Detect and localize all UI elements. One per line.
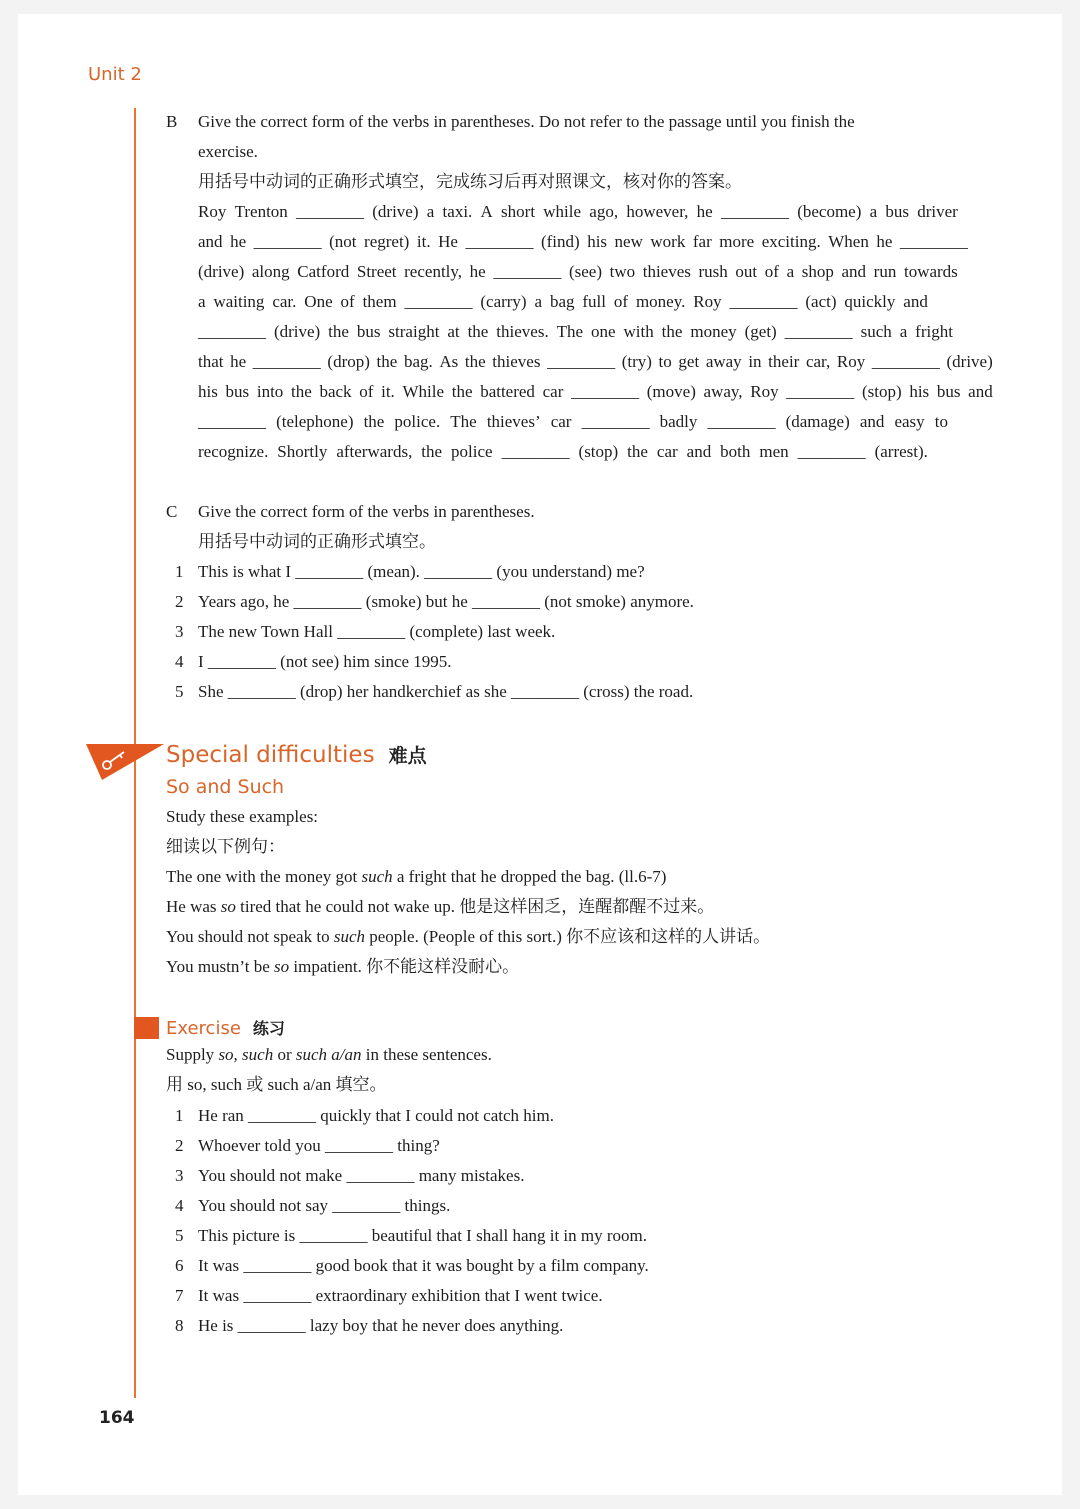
exercise-b-instruction-en-cont: exercise. (198, 142, 258, 161)
example-keyword: so (220, 897, 236, 916)
passage-word: (drop) (327, 352, 370, 371)
passage-word: (get) (744, 322, 777, 341)
passage-word: ________ (404, 292, 473, 311)
passage-word: the (376, 352, 398, 371)
exercise-item: You should not make ________ many mistakes. (198, 1166, 525, 1185)
section-title-en: Special difficulties (166, 742, 375, 768)
exercise-b-letter: B (166, 112, 178, 131)
passage-word: the (328, 322, 349, 341)
exercise-instruction-cn: 用 so, such 或 such a/an 填空。 (166, 1075, 387, 1094)
passage-word: full (582, 292, 606, 311)
passage-word: (drive) (198, 262, 245, 281)
passage-word: ________ (899, 232, 968, 251)
example-sentence (166, 896, 714, 918)
passage-word: work (650, 232, 686, 251)
passage-word: to (934, 412, 948, 431)
passage-word: with (623, 322, 654, 341)
passage-word: shop (801, 262, 834, 281)
example-text: a fright that he dropped the bag. (ll.6-7) (392, 867, 667, 886)
passage-word: in (748, 352, 762, 371)
example-text: tired that he could not wake up. 他是这样困乏，连醒都醒不过来。 (235, 897, 715, 916)
passage-word: thieves. (496, 322, 549, 341)
exercise-item: He is ________ lazy boy that he never does anything. (198, 1316, 564, 1335)
passage-word: (move) (646, 382, 696, 401)
passage-word: one (591, 322, 616, 341)
section-title (166, 741, 427, 768)
passage-word: ________ (465, 232, 534, 251)
passage-word: (not (329, 232, 357, 251)
passage-word: the (627, 442, 648, 461)
passage-word: he (696, 202, 713, 221)
exercise-c-instruction-en: Give the correct form of the verbs in parentheses. (198, 502, 535, 521)
item-number: 5 (175, 1226, 184, 1245)
passage-word: into (256, 382, 284, 401)
passage-word: ________ (871, 352, 940, 371)
passage-word: and (903, 292, 928, 311)
exercise-item: It was ________ good book that it was bought by a film company. (198, 1256, 649, 1275)
passage-line (198, 201, 958, 223)
passage-word: their (768, 352, 800, 371)
passage-word: the (290, 382, 312, 401)
passage-word: of (340, 292, 355, 311)
passage-word: towards (903, 262, 958, 281)
passage-word: and (968, 382, 993, 401)
passage-word: (drive) (372, 202, 419, 221)
passage-word: a (534, 292, 543, 311)
passage-line (198, 231, 968, 253)
passage-word: bag (549, 292, 575, 311)
passage-word: He (438, 232, 458, 251)
exercise-b-instruction-cn: 用括号中动词的正确形式填空，完成练习后再对照课文，核对你的答案。 (198, 172, 742, 191)
item-number: 8 (175, 1316, 184, 1335)
passage-word: and (198, 232, 223, 251)
example-text: people. (People of this sort.) 你不应该和这样的人讲话。 (365, 927, 771, 946)
exercise-title-en: Exercise (166, 1018, 241, 1039)
passage-word: The (450, 412, 477, 431)
passage-word: both (720, 442, 751, 461)
item-number: 7 (175, 1286, 184, 1305)
passage-line (198, 381, 993, 403)
passage-word: away, (703, 382, 743, 401)
passage-word: Roy (693, 292, 722, 311)
passage-word: two (609, 262, 636, 281)
instruction-keyword: such a/an (295, 1045, 362, 1064)
passage-word: money (690, 322, 737, 341)
passage-word: ________ (797, 442, 866, 461)
example-keyword: so (274, 957, 290, 976)
example-text: You should not speak to (166, 927, 334, 946)
exercise-item: He ran ________ quickly that I could not catch him. (198, 1106, 554, 1125)
exercise-c-item: I ________ (not see) him since 1995. (198, 652, 452, 671)
passage-word: straight (388, 322, 440, 341)
passage-word: and (686, 442, 712, 461)
passage-word: (drive) (273, 322, 321, 341)
passage-word: to (658, 352, 672, 371)
passage-word: the (467, 322, 489, 341)
item-number: 3 (175, 622, 184, 641)
passage-word: his (198, 382, 218, 401)
passage-word: badly (659, 412, 698, 431)
passage-word: of (764, 262, 779, 281)
exercise-instruction-en (166, 1044, 492, 1066)
item-number: 5 (175, 682, 184, 701)
item-number: 1 (175, 1106, 184, 1125)
passage-word: ________ (493, 262, 562, 281)
passage-word: ________ (198, 322, 266, 341)
passage-word: Shortly (277, 442, 328, 461)
item-number: 2 (175, 592, 184, 611)
passage-word: (become) (797, 202, 862, 221)
passage-word: out (735, 262, 758, 281)
passage-word: car. (272, 292, 297, 311)
passage-word: his (587, 232, 608, 251)
passage-word: a (426, 202, 435, 221)
passage-word: fright (915, 322, 953, 341)
passage-word: (telephone) (276, 412, 354, 431)
passage-word: ________ (571, 382, 640, 401)
passage-word: waiting (213, 292, 265, 311)
exercise-item: You should not say ________ things. (198, 1196, 451, 1215)
passage-word: he (230, 352, 247, 371)
passage-word: the (363, 412, 385, 431)
passage-word: (drive) (946, 352, 993, 371)
passage-word: police (451, 442, 493, 461)
exercise-marker (134, 1017, 159, 1039)
item-number: 2 (175, 1136, 184, 1155)
exercise-c-item: She ________ (drop) her handkerchief as she ________ (cross) the road. (198, 682, 694, 701)
passage-word: car (550, 412, 572, 431)
key-ribbon-icon (86, 744, 164, 780)
exercise-c-item: The new Town Hall ________ (complete) last week. (198, 622, 556, 641)
exercise-item: It was ________ extraordinary exhibition that I went twice. (198, 1286, 603, 1305)
passage-word: the (451, 382, 473, 401)
exercise-c-item: Years ago, he ________ (smoke) but he ________ (not smoke) anymore. (198, 592, 694, 611)
passage-word: bus (356, 322, 381, 341)
passage-word: bus (936, 382, 961, 401)
passage-word: short (501, 202, 536, 221)
exercise-c-instruction-cn: 用括号中动词的正确形式填空。 (198, 532, 436, 551)
passage-word: police. (394, 412, 441, 431)
passage-word: (try) (621, 352, 652, 371)
passage-word: (stop) (861, 382, 902, 401)
passage-word: a (869, 202, 878, 221)
item-number: 3 (175, 1166, 184, 1185)
instruction-keyword: so, such (218, 1045, 274, 1064)
passage-line (198, 441, 928, 463)
passage-word: (see) (568, 262, 602, 281)
passage-word: ________ (707, 412, 776, 431)
exercise-item: This picture is ________ beautiful that I shall hang it in my room. (198, 1226, 648, 1245)
passage-word: afterwards, (336, 442, 413, 461)
passage-word: car, (805, 352, 831, 371)
item-number: 6 (175, 1256, 184, 1275)
passage-word: Roy (836, 352, 866, 371)
example-keyword: such (361, 867, 393, 886)
exercise-title-cn: 练习 (252, 1019, 285, 1038)
passage-word: quickly (844, 292, 896, 311)
passage-word: (damage) (785, 412, 850, 431)
passage-line (198, 291, 928, 313)
example-keyword: such (333, 927, 365, 946)
passage-word: ________ (253, 232, 322, 251)
passage-word: away (705, 352, 742, 371)
passage-word: and (859, 412, 885, 431)
passage-line (198, 411, 948, 433)
passage-word: far (692, 232, 712, 251)
unit-label: Unit 2 (88, 64, 142, 85)
section-subtitle: So and Such (166, 776, 285, 798)
passage-word: battered (480, 382, 535, 401)
passage-line (198, 321, 953, 343)
passage-word: ________ (252, 352, 321, 371)
instruction-text: or (273, 1045, 296, 1064)
passage-word: Roy (750, 382, 779, 401)
passage-word: As (439, 352, 459, 371)
exercise-b-instruction-en: Give the correct form of the verbs in parentheses. Do not refer to the passage until you finish the (198, 112, 855, 131)
passage-word: (carry) (480, 292, 527, 311)
passage-word: such (860, 322, 892, 341)
exercise-c-item: This is what I ________ (mean). ________ (you understand) me? (198, 562, 645, 581)
passage-word: regret) (364, 232, 410, 251)
passage-word: he (469, 262, 486, 281)
page-number: 164 (99, 1408, 135, 1428)
passage-word: them (362, 292, 397, 311)
example-text: You mustn’t be (166, 957, 275, 976)
passage-word: that (198, 352, 224, 371)
passage-word: (arrest). (874, 442, 928, 461)
passage-word: exciting. (761, 232, 821, 251)
passage-word: When (828, 232, 869, 251)
example-sentence (166, 926, 770, 948)
passage-word: and (841, 262, 867, 281)
passage-word: rush (698, 262, 728, 281)
passage-word: taxi. (442, 202, 473, 221)
passage-word: A (480, 202, 493, 221)
passage-word: he (876, 232, 893, 251)
item-number: 4 (175, 1196, 184, 1215)
passage-word: ________ (501, 442, 570, 461)
passage-word: ________ (198, 412, 266, 431)
passage-word: (act) (805, 292, 837, 311)
passage-word: While (402, 382, 445, 401)
passage-word: at (447, 322, 460, 341)
passage-word: however, (626, 202, 689, 221)
passage-word: easy (894, 412, 925, 431)
passage-word: it. (381, 382, 395, 401)
instruction-text: Supply (166, 1045, 219, 1064)
study-intro-en: Study these examples: (166, 807, 319, 826)
passage-line (198, 351, 993, 373)
passage-word: Catford (297, 262, 350, 281)
section-title-cn: 难点 (388, 745, 427, 767)
passage-word: ________ (720, 202, 789, 221)
passage-word: driver (917, 202, 958, 221)
passage-word: ________ (296, 202, 365, 221)
passage-word: Street (356, 262, 397, 281)
passage-word: more (719, 232, 755, 251)
passage-word: a (198, 292, 206, 311)
passage-word: a (786, 262, 795, 281)
passage-word: thieves’ (486, 412, 541, 431)
passage-word: bag. (403, 352, 433, 371)
passage-word: The (556, 322, 584, 341)
passage-word: recently, (404, 262, 463, 281)
passage-word: a (899, 322, 908, 341)
passage-word: bus (225, 382, 250, 401)
example-sentence (166, 866, 666, 888)
passage-word: run (873, 262, 897, 281)
passage-word: the (661, 322, 683, 341)
exercise-title (166, 1016, 285, 1039)
passage-word: of (359, 382, 374, 401)
passage-word: while (543, 202, 582, 221)
passage-word: it. (416, 232, 431, 251)
passage-word: thieves (642, 262, 691, 281)
example-text: The one with the money got (166, 867, 362, 886)
passage-word: (find) (540, 232, 580, 251)
passage-word: car (656, 442, 678, 461)
passage-word: ________ (547, 352, 616, 371)
passage-word: ________ (786, 382, 855, 401)
passage-word: (stop) (578, 442, 619, 461)
instruction-text: in these sentences. (361, 1045, 492, 1064)
example-text: impatient. 你不能这样没耐心。 (289, 957, 520, 976)
passage-word: recognize. (198, 442, 269, 461)
passage-word: men (759, 442, 789, 461)
exercise-item: Whoever told you ________ thing? (198, 1136, 440, 1155)
passage-word: ago, (589, 202, 619, 221)
passage-word: get (678, 352, 700, 371)
passage-line (198, 261, 958, 283)
passage-word: money. (635, 292, 686, 311)
exercise-c-letter: C (166, 502, 178, 521)
passage-word: ________ (581, 412, 650, 431)
passage-word: thieves (492, 352, 541, 371)
passage-word: bus (885, 202, 910, 221)
passage-word: Trenton (234, 202, 288, 221)
passage-word: the (464, 352, 486, 371)
passage-word: the (421, 442, 443, 461)
passage-word: car (542, 382, 564, 401)
passage-word: new (614, 232, 643, 251)
passage-word: ________ (729, 292, 798, 311)
example-text: He was (166, 897, 221, 916)
study-intro-cn: 细读以下例句： (166, 837, 285, 856)
passage-word: along (251, 262, 290, 281)
item-number: 4 (175, 652, 184, 671)
passage-word: back (319, 382, 352, 401)
passage-word: One (304, 292, 333, 311)
passage-word: his (909, 382, 930, 401)
passage-word: Roy (198, 202, 227, 221)
item-number: 1 (175, 562, 184, 581)
passage-word: ________ (784, 322, 853, 341)
passage-word: of (613, 292, 629, 311)
passage-word: he (230, 232, 247, 251)
example-sentence (166, 956, 519, 978)
